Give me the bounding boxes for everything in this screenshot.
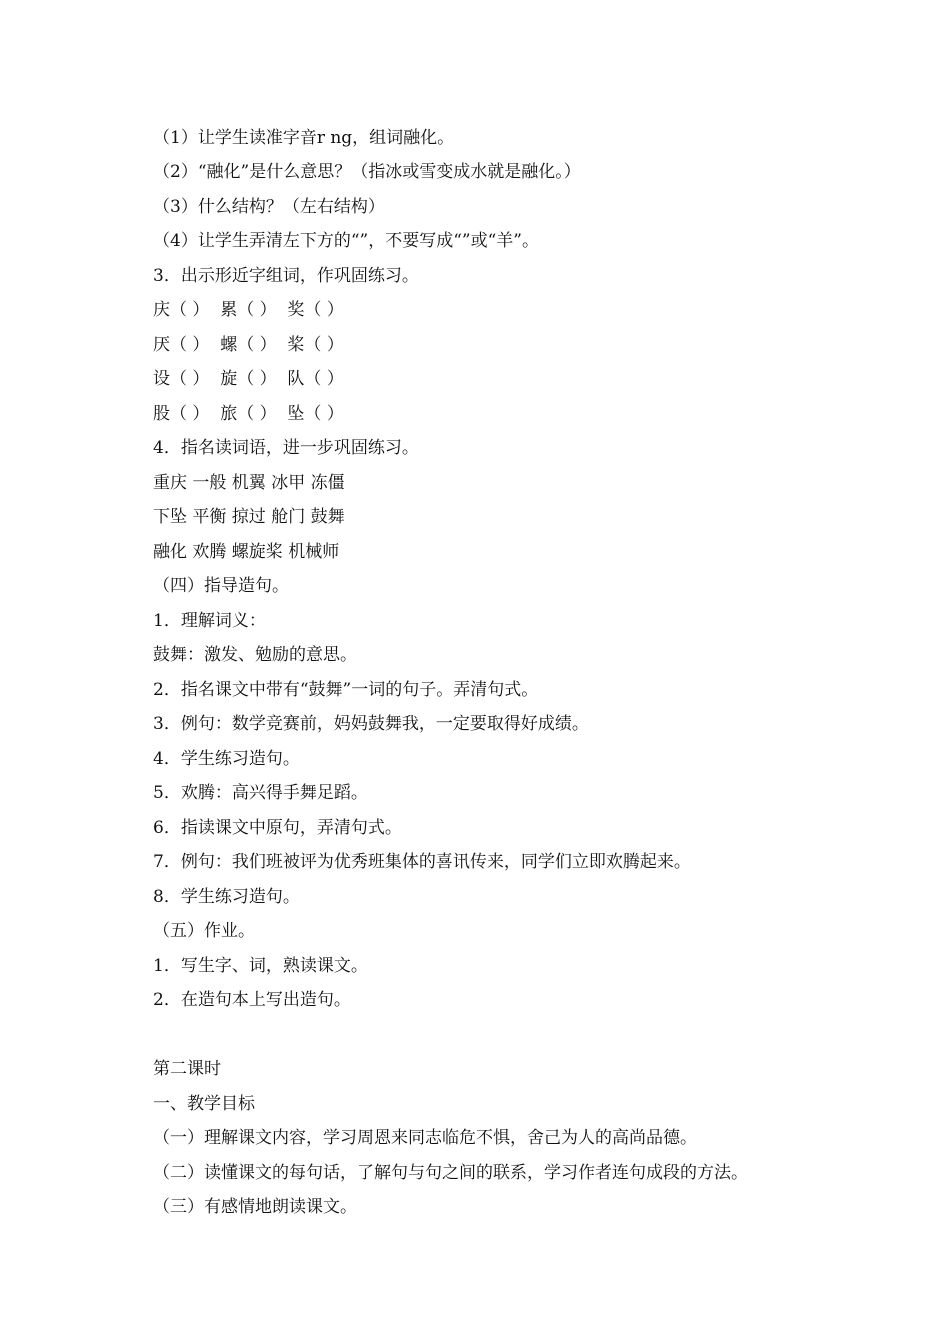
text-line: 1．写生字、词，熟读课文。 bbox=[153, 956, 368, 976]
text-line: 1．理解词义： bbox=[153, 611, 266, 631]
text-line: 2．在造句本上写出造句。 bbox=[153, 990, 351, 1010]
text-line: （四）指导造句。 bbox=[153, 576, 289, 596]
text-line: 7．例句：我们班被评为优秀班集体的喜讯传来，同学们立即欢腾起来。 bbox=[153, 852, 691, 872]
text-line: （一）理解课文内容，学习周恩来同志临危不惧，舍己为人的高尚品德。 bbox=[153, 1128, 697, 1148]
section-heading: 第二课时 bbox=[153, 1059, 221, 1079]
text-line: （五）作业。 bbox=[153, 921, 255, 941]
text-line: （1）让学生读准字音r ng，组词融化。 bbox=[153, 128, 455, 148]
text-line: 8．学生练习造句。 bbox=[153, 887, 300, 907]
text-line: 下坠 平衡 掠过 舱门 鼓舞 bbox=[153, 507, 345, 527]
text-line: 4．学生练习造句。 bbox=[153, 749, 300, 769]
text-line: 庆（ ） 累（ ） 奖（ ） bbox=[153, 300, 344, 320]
text-line: 5．欢腾：高兴得手舞足蹈。 bbox=[153, 783, 368, 803]
text-line: 3．出示形近字组词，作巩固练习。 bbox=[153, 266, 419, 286]
text-line: （3）什么结构？（左右结构） bbox=[153, 197, 385, 217]
text-line: 厌（ ） 螺（ ） 桨（ ） bbox=[153, 335, 344, 355]
text-line: 2．指名课文中带有“鼓舞”一词的句子。弄清句式。 bbox=[153, 680, 539, 700]
text-line: （二）读懂课文的每句话，了解句与句之间的联系，学习作者连句成段的方法。 bbox=[153, 1163, 748, 1183]
text-line: （三）有感情地朗读课文。 bbox=[153, 1197, 357, 1217]
text-line: （4）让学生弄清左下方的“”，不要写成“”或“羊”。 bbox=[153, 231, 539, 251]
text-line: 重庆 一般 机翼 冰甲 冻僵 bbox=[153, 473, 345, 493]
text-line: 一、教学目标 bbox=[153, 1094, 255, 1114]
text-line: 6．指读课文中原句，弄清句式。 bbox=[153, 818, 402, 838]
text-line: 鼓舞：激发、勉励的意思。 bbox=[153, 645, 357, 665]
text-line: 融化 欢腾 螺旋桨 机械师 bbox=[153, 542, 340, 562]
text-line: 4．指名读词语，进一步巩固练习。 bbox=[153, 438, 419, 458]
text-line: 3．例句：数学竞赛前，妈妈鼓舞我，一定要取得好成绩。 bbox=[153, 714, 589, 734]
text-line: 设（ ） 旋（ ） 队（ ） bbox=[153, 369, 344, 389]
text-line: （2）“融化”是什么意思？（指冰或雪变成水就是融化。） bbox=[153, 162, 581, 182]
text-line: 股（ ） 旅（ ） 坠（ ） bbox=[153, 404, 344, 424]
